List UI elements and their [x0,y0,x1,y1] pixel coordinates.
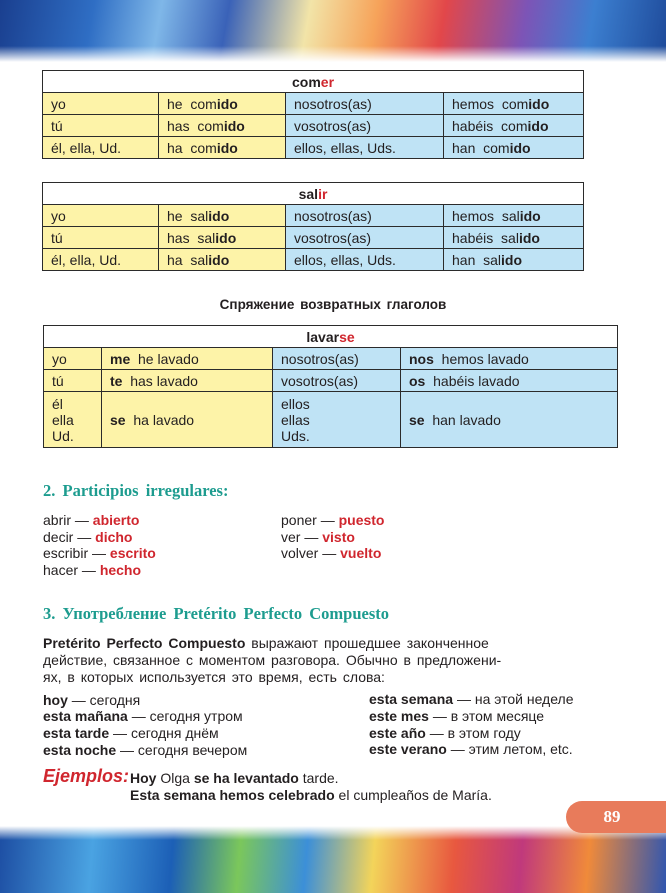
form-cell: se ha lavado [102,392,273,448]
participle-item: hacer — hecho [43,562,142,578]
pronoun-cell: tú [43,227,159,249]
examples-label: Ejemplos: [43,766,130,786]
participle-item: escribir — escrito [43,545,156,561]
comer-conjugation-table [42,70,584,159]
participle-item: volver — vuelto [281,545,382,561]
participle-item: decir — dicho [43,529,133,545]
form-cell: nos hemos lavado [401,348,618,370]
time-expression: esta noche — сегодня вечером [43,742,248,758]
form-cell: te has lavado [102,370,273,392]
form-cell: os habéis lavado [401,370,618,392]
pronoun-cell: vosotros(as) [273,370,401,392]
top-decorative-band [0,0,666,62]
form-cell: ha comido [159,137,286,159]
table-heading: comer [43,71,584,93]
pronoun-cell: yo [43,205,159,227]
participle-item: ver — visto [281,529,355,545]
form-cell: hemos comido [444,93,584,115]
time-expression: este mes — в этом месяце [369,708,545,724]
pronoun-cell: él, ella, Ud. [43,249,159,271]
example-sentence: Hoy Olga se ha levantado tarde. [130,770,339,786]
time-expression: este año — в этом году [369,725,521,741]
example-sentence: Esta semana hemos celebrado el cumpleaños de María. [130,787,492,803]
time-expression: esta mañana — сегодня утром [43,708,243,724]
pronoun-cell: nosotros(as) [273,348,401,370]
participle-item: poner — puesto [281,512,385,528]
time-expression: esta tarde — сегодня днём [43,725,219,741]
reflexive-heading: Спряжение возвратных глаголов [219,297,447,312]
pronoun-cell: él, ella, Ud. [43,137,159,159]
table-heading: salir [43,183,584,205]
section-2-title: 2. Participios irregulares: [43,481,229,500]
pronoun-cell: tú [43,115,159,137]
form-cell: hemos salido [444,205,584,227]
form-cell: habéis salido [444,227,584,249]
form-cell: han comido [444,137,584,159]
table-heading: lavarse [44,326,618,348]
time-expression: esta semana — на этой неделе [369,691,574,707]
section-3-title: 3. Употребление Pretérito Perfecto Compuesto [43,604,389,623]
form-cell: has salido [159,227,286,249]
pronoun-cell: vosotros(as) [286,115,444,137]
pronoun-cell: ellos, ellas, Uds. [286,249,444,271]
time-expression: hoy — сегодня [43,692,141,708]
bottom-decorative-band [0,826,666,893]
participle-item: abrir — abierto [43,512,140,528]
salir-conjugation-table [42,182,584,271]
form-cell: he comido [159,93,286,115]
pronoun-cell: nosotros(as) [286,93,444,115]
form-cell: ha salido [159,249,286,271]
pronoun-cell: yo [44,348,102,370]
pronoun-cell: vosotros(as) [286,227,444,249]
form-cell: he salido [159,205,286,227]
section-3-paragraph: Pretérito Perfecto Compuesto выражают прошедшее законченное действие, связанное с моментом разговора. Обычно в предложени- ях, в которых используется это время, есть слова: [43,635,502,685]
lavarse-conjugation-table [43,325,618,448]
form-cell: han salido [444,249,584,271]
form-cell: has comido [159,115,286,137]
pronoun-cell: nosotros(as) [286,205,444,227]
form-cell: habéis comido [444,115,584,137]
form-cell: me he lavado [102,348,273,370]
pronoun-cell: ellos, ellas, Uds. [286,137,444,159]
pronoun-cell: ellos ellas Uds. [273,392,401,448]
pronoun-cell: él ella Ud. [44,392,102,448]
page-number: 89 [566,801,666,833]
time-expression: este verano — этим летом, etc. [369,741,573,757]
form-cell: se han lavado [401,392,618,448]
pronoun-cell: tú [44,370,102,392]
pronoun-cell: yo [43,93,159,115]
